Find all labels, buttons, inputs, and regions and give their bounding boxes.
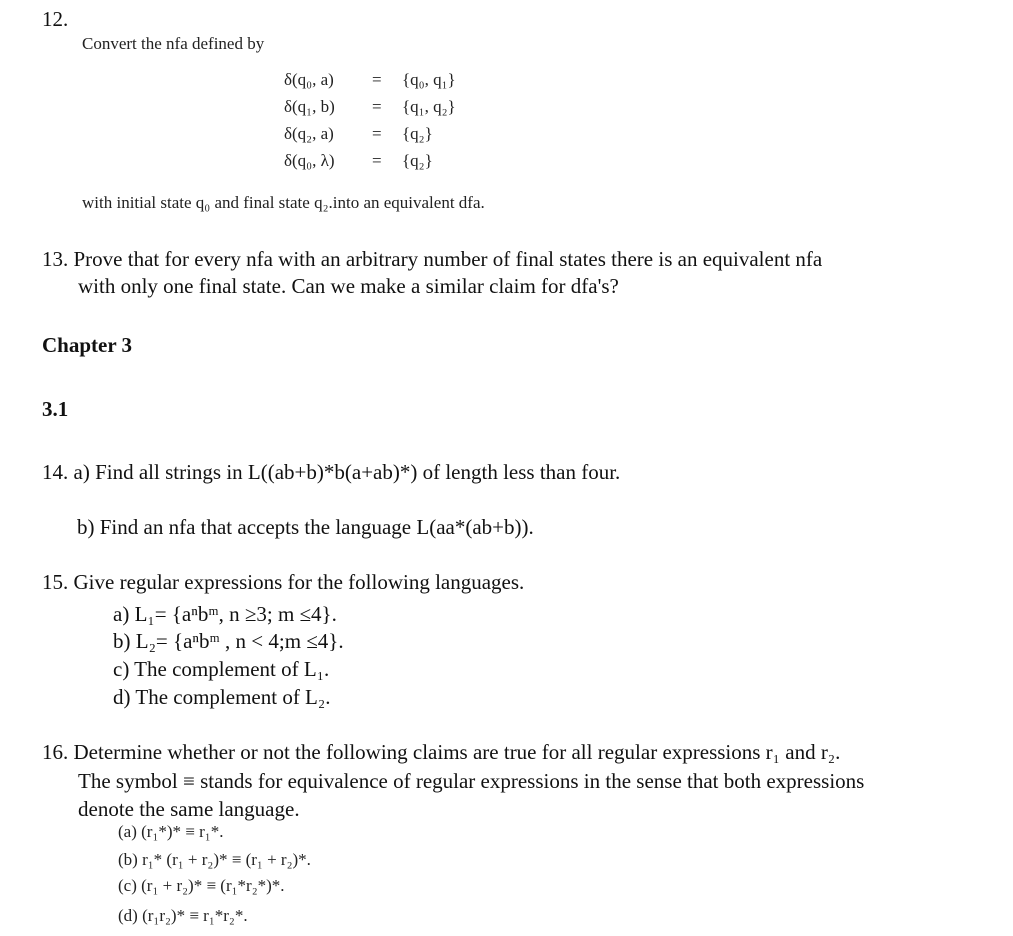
q16-line-3: denote the same language. xyxy=(78,797,300,821)
q15-item: c) The complement of L₁. xyxy=(113,657,330,681)
equation-row xyxy=(0,124,1013,148)
section-heading: 3.1 xyxy=(42,397,69,421)
q13-line-1: 13. Prove that for every nfa with an arbitrary number of final states there is an equivalent nfa xyxy=(42,247,823,271)
equation-equals: = xyxy=(372,124,382,143)
equation-lhs: δ(q₁, b) xyxy=(284,97,335,116)
q15-item: a) L₁= {aⁿbᵐ, n ≥3; m ≤4}. xyxy=(113,602,337,626)
q12-intro: Convert the nfa defined by xyxy=(82,34,265,53)
equation-lhs: δ(q₀, λ) xyxy=(284,151,335,170)
q16-claim: (b) r₁* (r₁ + r₂)* ≡ (r₁ + r₂)*. xyxy=(118,850,311,869)
q16-claim: (d) (r₁r₂)* ≡ r₁*r₂*. xyxy=(118,906,248,925)
equation-row xyxy=(0,151,1013,175)
q16-claim: (c) (r₁ + r₂)* ≡ (r₁*r₂*)*. xyxy=(118,876,285,895)
equation-rhs: {q₁, q₂} xyxy=(402,97,456,116)
equation-equals: = xyxy=(372,70,382,89)
equation-rhs: {q₂} xyxy=(402,124,433,143)
equation-equals: = xyxy=(372,97,382,116)
equation-lhs: δ(q₀, a) xyxy=(284,70,334,89)
q16-line-1: 16. Determine whether or not the following claims are true for all regular expressions r₁ and r₂. xyxy=(42,740,841,764)
equation-row xyxy=(0,97,1013,121)
q15-intro: 15. Give regular expressions for the following languages. xyxy=(42,570,525,594)
equation-row xyxy=(0,70,1013,94)
q14-part-a: 14. a) Find all strings in L((ab+b)*b(a+ab)*) of length less than four. xyxy=(42,460,621,484)
equation-rhs: {q₂} xyxy=(402,151,433,170)
q12-outro: with initial state q₀ and final state q₂.into an equivalent dfa. xyxy=(82,193,485,212)
equation-equals: = xyxy=(372,151,382,170)
q16-line-2: The symbol ≡ stands for equivalence of regular expressions in the sense that both expressions xyxy=(78,769,865,793)
q16-claim: (a) (r₁*)* ≡ r₁*. xyxy=(118,822,224,841)
q15-item: b) L₂= {aⁿbᵐ , n < 4;m ≤4}. xyxy=(113,629,344,653)
equation-rhs: {q₀, q₁} xyxy=(402,70,456,89)
q12-number: 12. xyxy=(42,7,69,31)
q13-line-2: with only one final state. Can we make a similar claim for dfa's? xyxy=(78,274,619,298)
q14-part-b: b) Find an nfa that accepts the language L(aa*(ab+b)). xyxy=(77,515,534,539)
equation-lhs: δ(q₂, a) xyxy=(284,124,334,143)
q15-item: d) The complement of L₂. xyxy=(113,685,331,709)
chapter-heading: Chapter 3 xyxy=(42,333,133,357)
